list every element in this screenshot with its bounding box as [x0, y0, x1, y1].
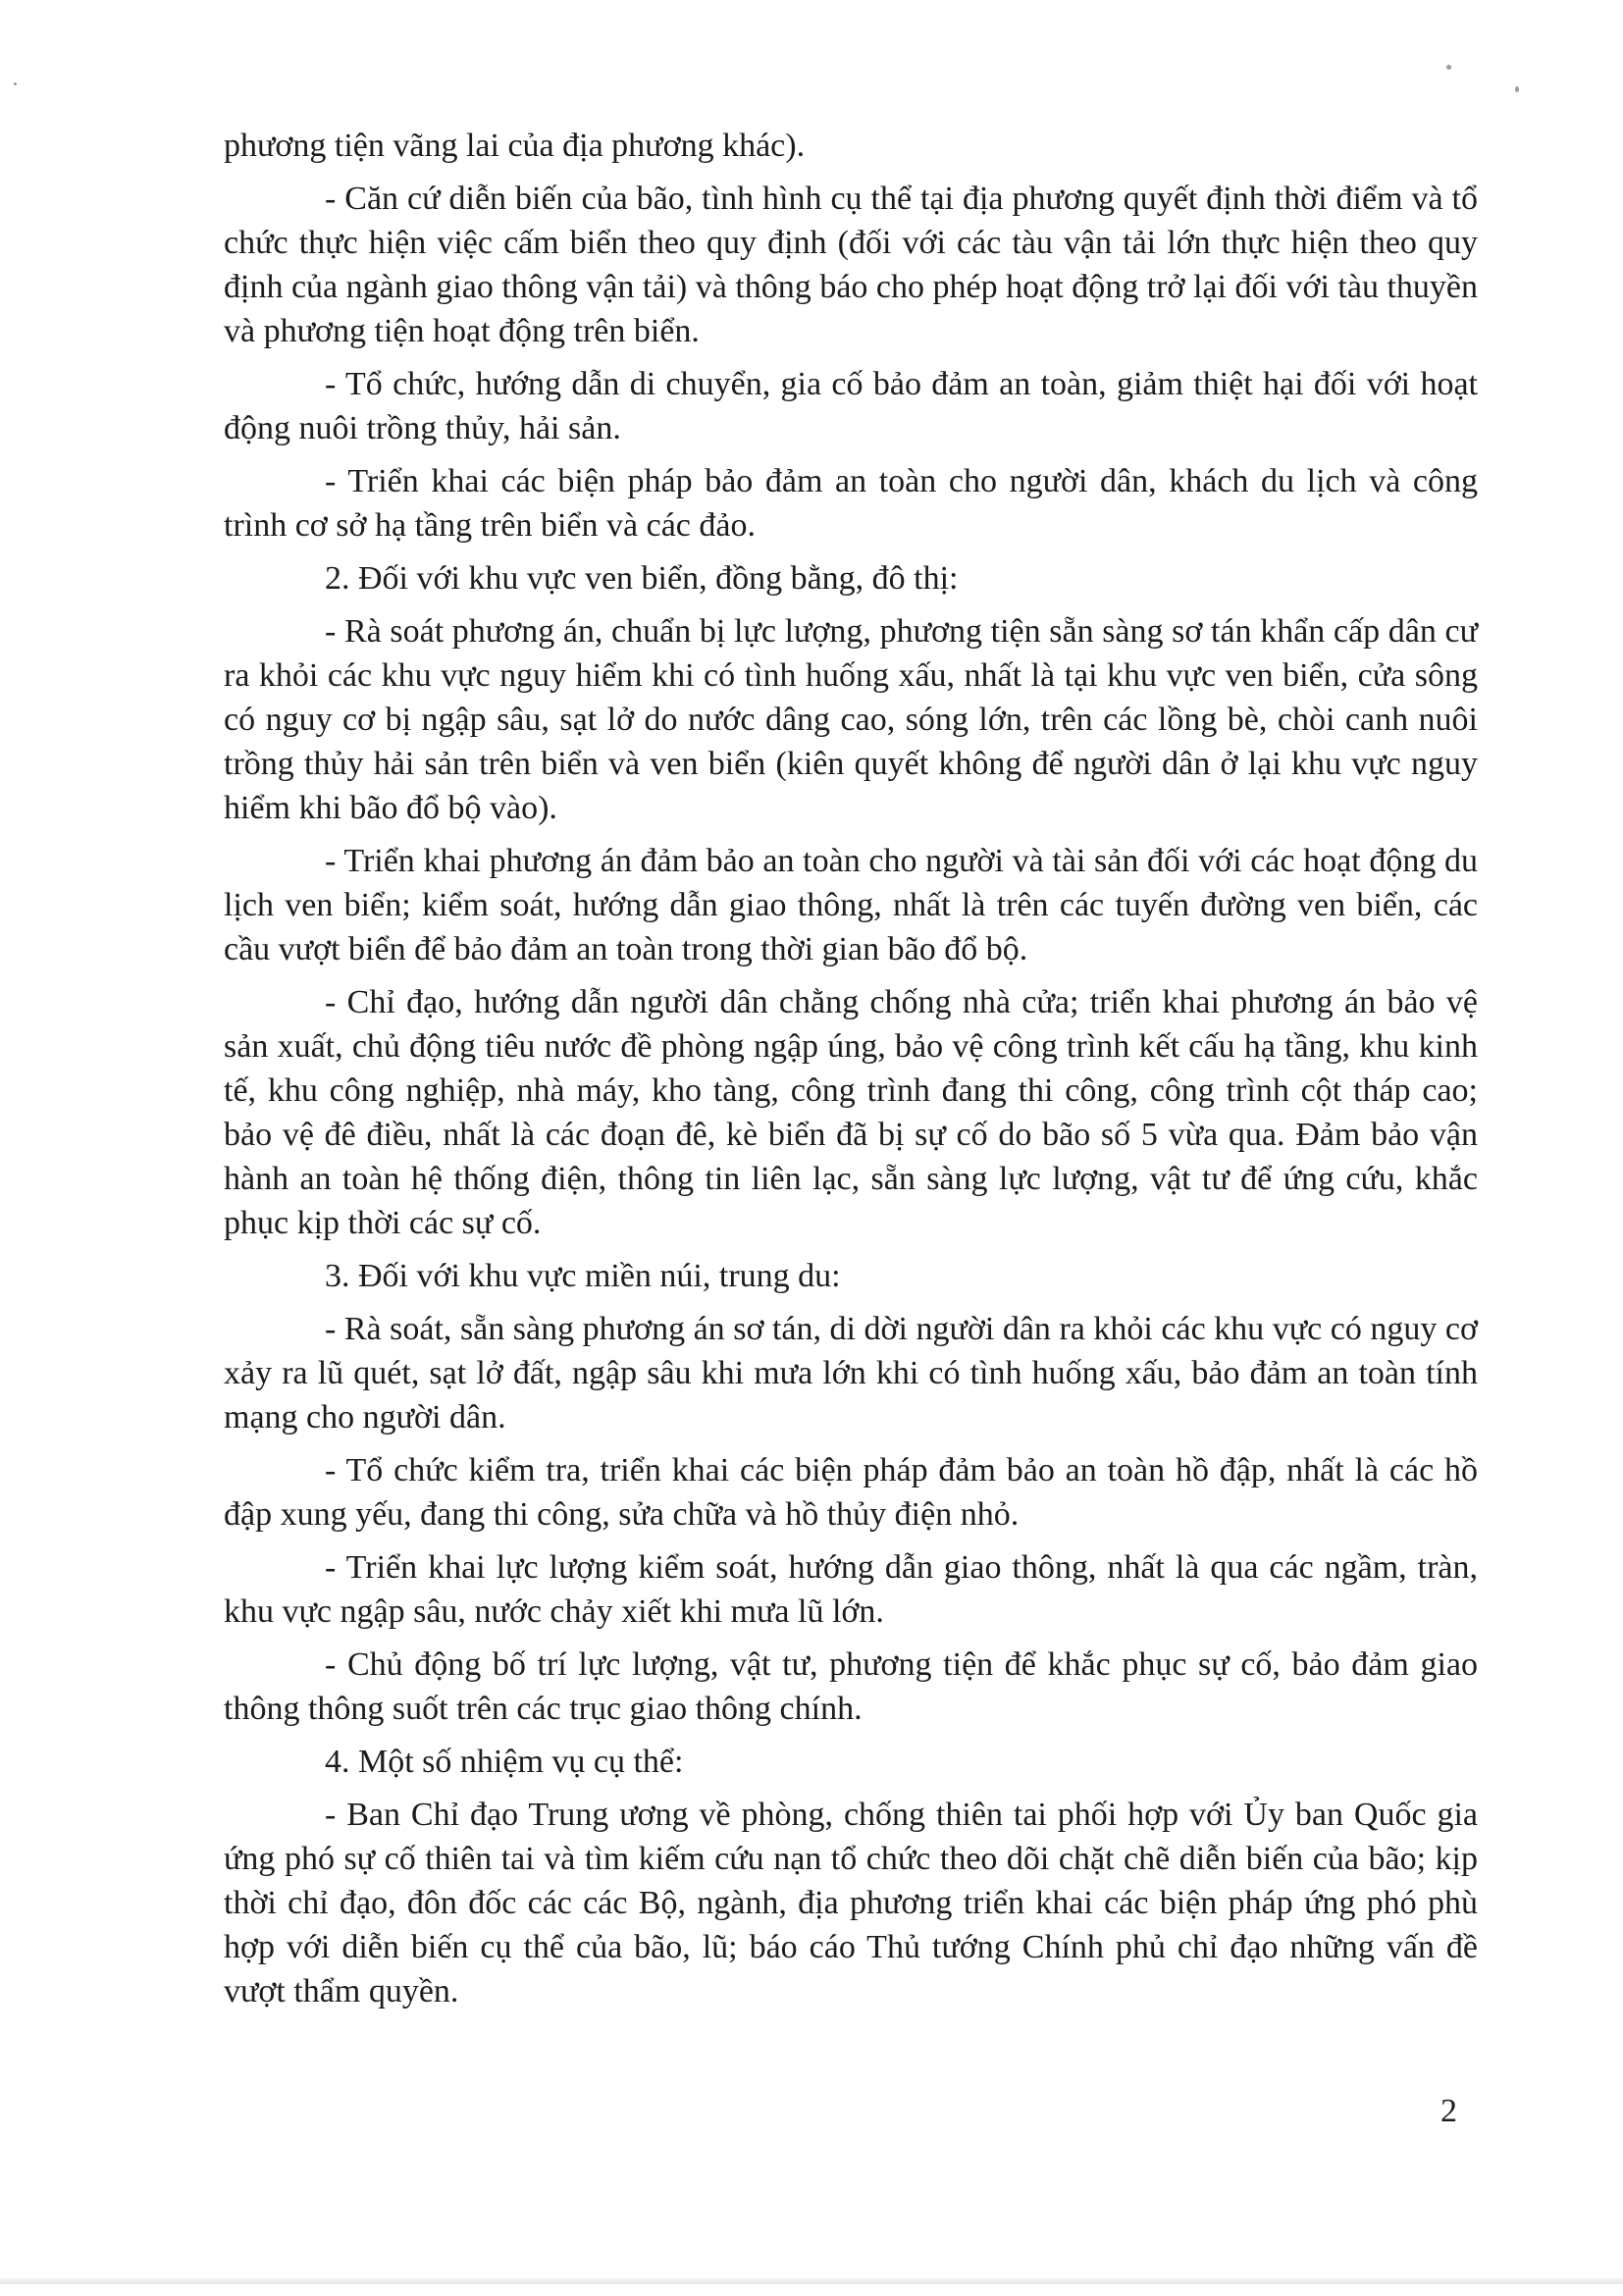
scan-speck	[1515, 86, 1519, 92]
scan-speck	[14, 82, 17, 85]
paragraph: - Căn cứ diễn biến của bão, tình hình cụ thể tại địa phương quyết định thời điểm và tổ chức thực hiện việc cấm biển theo quy định (đối với các tàu vận tải lớn thực hiện theo quy định của ngành giao thông vận tải) và thông báo cho phép hoạt động trở lại đối với tàu thuyền và phương tiện hoạt động trên biển.	[224, 181, 1478, 349]
scan-speck	[1446, 65, 1451, 70]
paragraph: - Triển khai các biện pháp bảo đảm an toàn cho người dân, khách du lịch và công trình cơ sở hạ tầng trên biển và các đảo.	[224, 463, 1478, 544]
paragraph: phương tiện vãng lai của địa phương khác).	[224, 128, 806, 164]
scan-bottom-edge	[0, 2278, 1623, 2284]
paragraph: - Rà soát phương án, chuẩn bị lực lượng, phương tiện sẵn sàng sơ tán khẩn cấp dân cư ra khỏi các khu vực nguy hiểm khi có tình huống xấu, nhất là tại khu vực ven biển, cửa sông có nguy cơ bị ngập sâu, sạt lở do nước dâng cao, sóng lớn, trên các lồng bè, chòi canh nuôi trồng thủy hải sản trên biển và ven biển (kiên quyết không để người dân ở lại khu vực nguy hiểm khi bão đổ bộ vào).	[224, 613, 1478, 826]
section-heading: 2. Đối với khu vực ven biển, đồng bằng, đô thị:	[325, 560, 959, 597]
paragraph: - Tổ chức kiểm tra, triển khai các biện pháp đảm bảo an toàn hồ đập, nhất là các hồ đập xung yếu, đang thi công, sửa chữa và hồ thủy điện nhỏ.	[224, 1452, 1478, 1533]
page-number: 2	[1440, 2093, 1457, 2129]
document-body	[224, 124, 1478, 2022]
paragraph: - Ban Chỉ đạo Trung ương về phòng, chống thiên tai phối hợp với Ủy ban Quốc gia ứng phó sự cố thiên tai và tìm kiếm cứu nạn tổ chức theo dõi chặt chẽ diễn biến của bão; kịp thời chỉ đạo, đôn đốc các các Bộ, ngành, địa phương triển khai các biện pháp ứng phó phù hợp với diễn biến cụ thể của bão, lũ; báo cáo Thủ tướng Chính phủ chỉ đạo những vấn đề vượt thẩm quyền.	[224, 1797, 1478, 2009]
paragraph: - Rà soát, sẵn sàng phương án sơ tán, di dời người dân ra khỏi các khu vực có nguy cơ xảy ra lũ quét, sạt lở đất, ngập sâu khi mưa lớn khi có tình huống xấu, bảo đảm an toàn tính mạng cho người dân.	[224, 1311, 1478, 1435]
section-heading: 4. Một số nhiệm vụ cụ thể:	[325, 1744, 684, 1780]
paragraph: - Chủ động bố trí lực lượng, vật tư, phương tiện để khắc phục sự cố, bảo đảm giao thông thông suốt trên các trục giao thông chính.	[224, 1646, 1478, 1727]
paragraph: - Triển khai phương án đảm bảo an toàn cho người và tài sản đối với các hoạt động du lịch ven biển; kiểm soát, hướng dẫn giao thông, nhất là trên các tuyến đường ven biển, các cầu vượt biển để bảo đảm an toàn trong thời gian bão đổ bộ.	[224, 843, 1478, 967]
paragraph: - Tổ chức, hướng dẫn di chuyển, gia cố bảo đảm an toàn, giảm thiệt hại đối với hoạt động nuôi trồng thủy, hải sản.	[224, 366, 1478, 446]
paragraph: - Chỉ đạo, hướng dẫn người dân chằng chống nhà cửa; triển khai phương án bảo vệ sản xuất, chủ động tiêu nước đề phòng ngập úng, bảo vệ công trình kết cấu hạ tầng, khu kinh tế, khu công nghiệp, nhà máy, kho tàng, công trình đang thi công, công trình cột tháp cao; bảo vệ đê điều, nhất là các đoạn đê, kè biển đã bị sự cố do bão số 5 vừa qua. Đảm bảo vận hành an toàn hệ thống điện, thông tin liên lạc, sẵn sàng lực lượng, vật tư để ứng cứu, khắc phục kịp thời các sự cố.	[224, 984, 1478, 1241]
paragraph: - Triển khai lực lượng kiểm soát, hướng dẫn giao thông, nhất là qua các ngầm, tràn, khu vực ngập sâu, nước chảy xiết khi mưa lũ lớn.	[224, 1549, 1478, 1630]
section-heading: 3. Đối với khu vực miền núi, trung du:	[325, 1258, 841, 1294]
